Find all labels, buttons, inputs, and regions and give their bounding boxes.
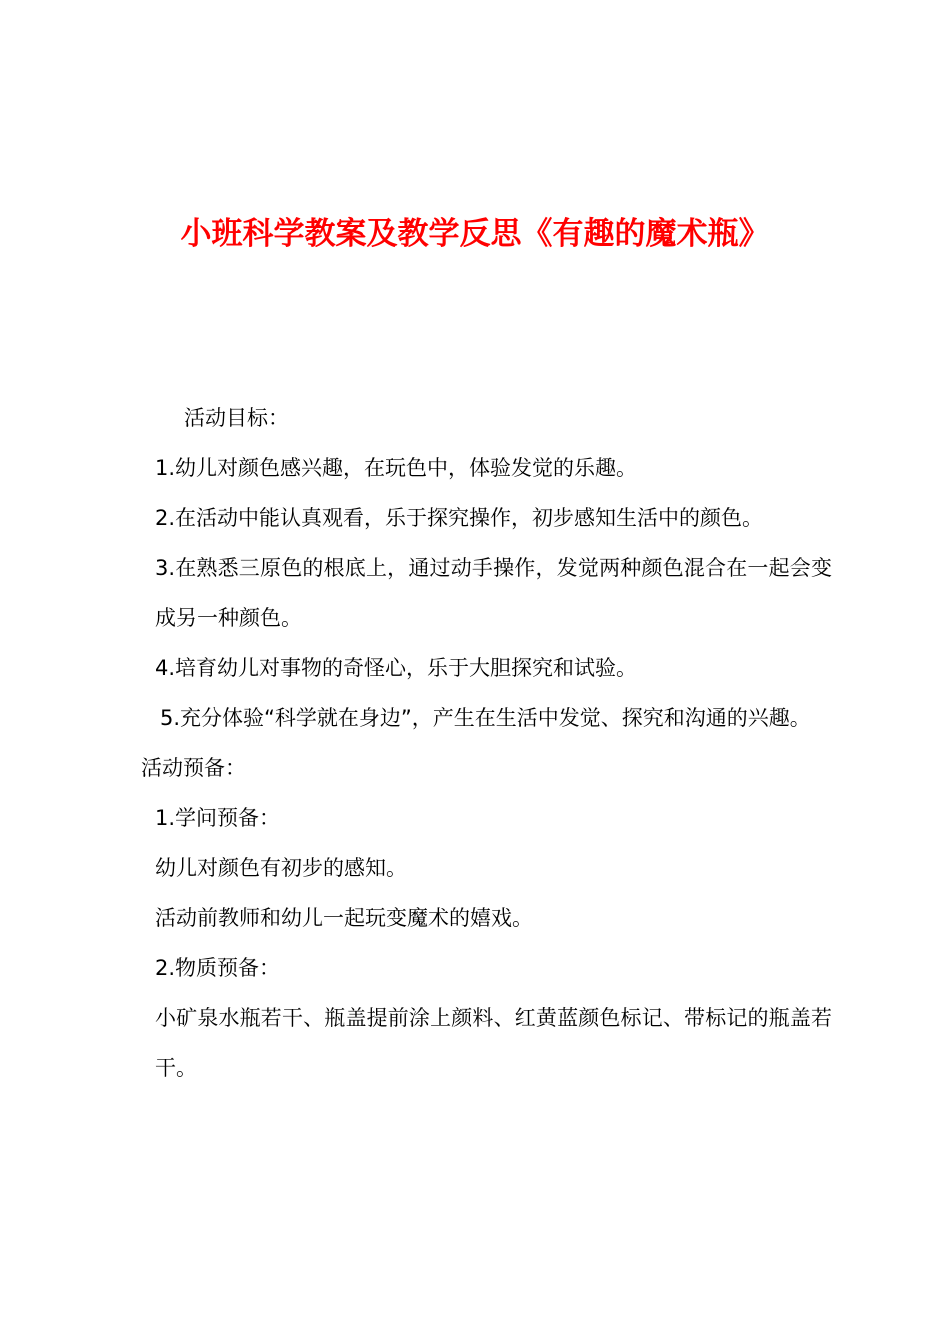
- section-heading-goals: 活动目标：: [184, 406, 289, 430]
- goal-item-1: 1.幼儿对颜色感兴趣，在玩色中，体验发觉的乐趣。: [155, 456, 638, 480]
- document-body: [127, 393, 832, 1093]
- goal-item-3: 3.在熟悉三原色的根底上，通过动手操作，发觉两种颜色混合在一起会变成另一种颜色。: [155, 556, 832, 630]
- document-title: 小班科学教案及教学反思《有趣的魔术瓶》: [180, 216, 770, 252]
- goal-item-2: 2.在活动中能认真观看，乐于探究操作，初步感知生活中的颜色。: [155, 506, 764, 530]
- prep-item-knowledge-detail-2: 活动前教师和幼儿一起玩变魔术的嬉戏。: [155, 906, 533, 930]
- prep-item-knowledge-detail-1: 幼儿对颜色有初步的感知。: [155, 856, 407, 880]
- goal-item-5: 5.充分体验“科学就在身边”，产生在生活中发觉、探究和沟通的兴趣。: [160, 706, 811, 730]
- section-heading-preparation: 活动预备：: [141, 756, 246, 780]
- prep-item-materials-detail: 小矿泉水瓶若干、瓶盖提前涂上颜料、红黄蓝颜色标记、带标记的瓶盖若干。: [155, 1006, 832, 1080]
- prep-item-knowledge: 1.学问预备：: [155, 806, 281, 830]
- goal-item-4: 4.培育幼儿对事物的奇怪心，乐于大胆探究和试验。: [155, 656, 638, 680]
- prep-item-materials: 2.物质预备：: [155, 956, 281, 980]
